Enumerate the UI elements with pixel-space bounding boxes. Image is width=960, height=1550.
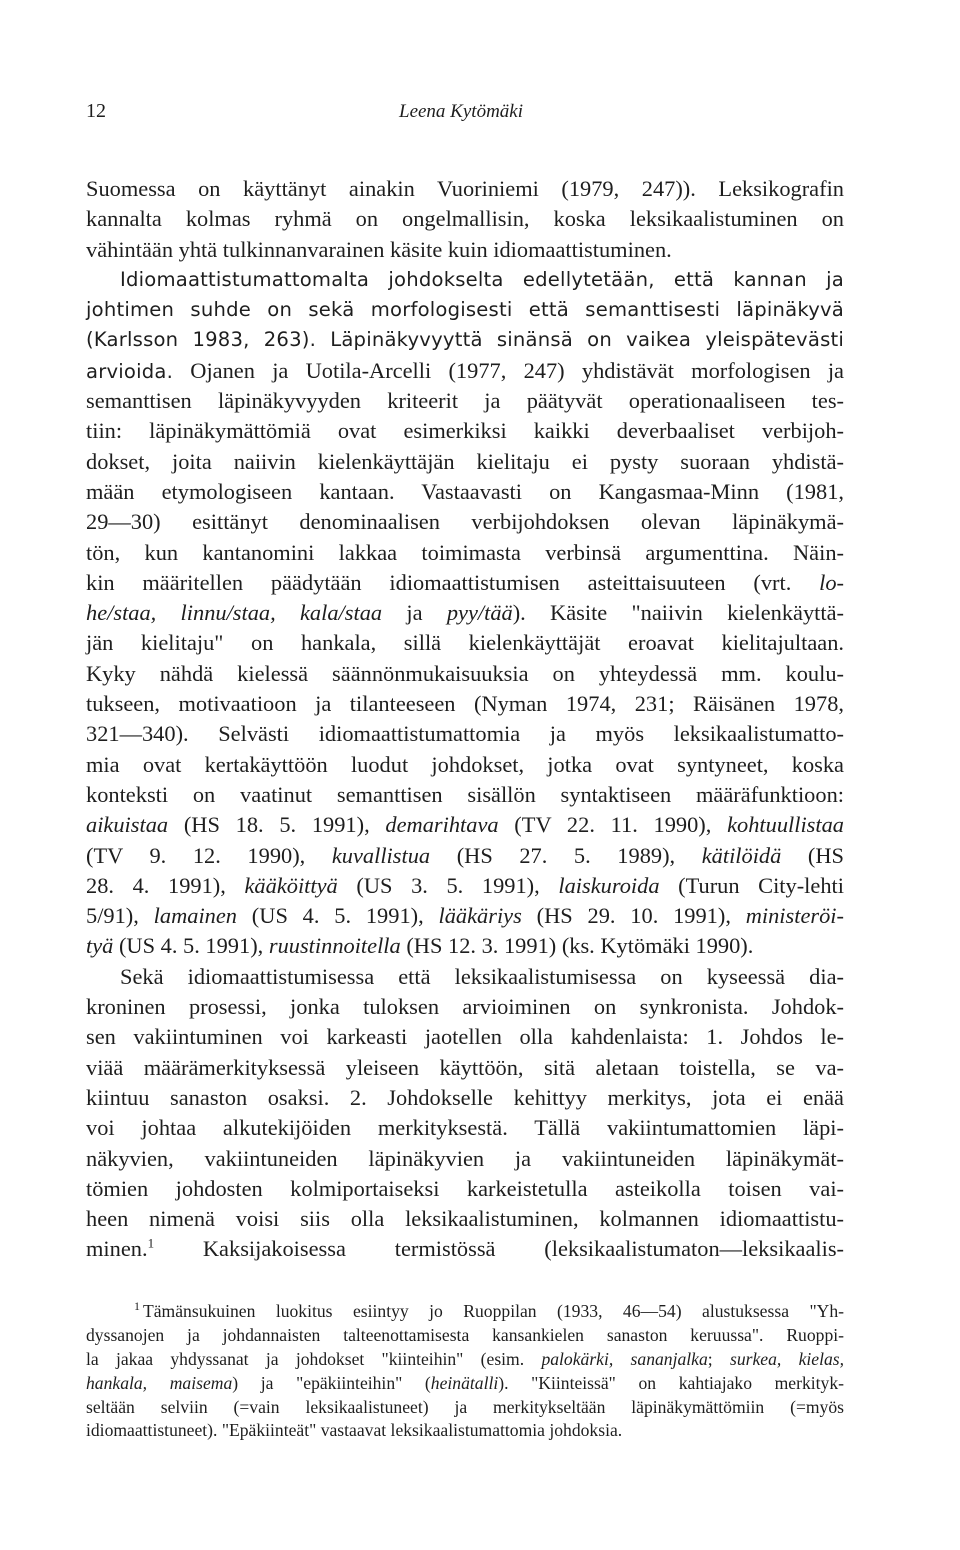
footnote-line: seltään selviin (=vain leksikaalistuneet) ja merkitykseltään läpinäkymättömiin (=myös [86, 1396, 844, 1417]
text-line: Sekä idiomaattistumisessa että leksikaalistumisessa on kyseessä dia- [120, 963, 844, 989]
italic-term: surkea, kielas, [729, 1348, 844, 1369]
text-run: ). "Kiinteissä" on kahtiajako merkityk- [498, 1372, 844, 1393]
footnote-line [86, 1300, 844, 1324]
italic-term: ruustinnoitella [268, 933, 401, 959]
text-line: semanttisen läpinäkyvyyden kriteerit ja päätyvät operationaaliseen tes- [86, 388, 844, 414]
text-line [86, 931, 844, 961]
text-line: tiin: läpinäkymättömiä ovat esimerkiksi kaikki deverbaaliset verbijoh- [86, 418, 844, 444]
text-line: mään etymologiseen kantaan. Vastaavasti on Kangasmaa-Minn (1981, [86, 478, 844, 504]
text-line: kiintuu sanaston osaksi. 2. Johdokselle kehittyy merkitys, jota ei enää [86, 1084, 844, 1110]
text-line [86, 901, 844, 931]
text-run: (HS 29. 10. 1991), [521, 903, 746, 929]
text-run: (TV 9. 12. 1990), [86, 842, 332, 868]
text-run: Tämänsukuinen luokitus esiintyy jo Ruoppilan (1933, 46—54) alustuksessa "Yh- [143, 1301, 844, 1321]
text-line: jän kielitaju" on hankala, sillä kielenkäyttäjät eroavat kielitajultaan. [86, 630, 844, 656]
text-run: (US 4. 5. 1991), [113, 933, 269, 959]
footnote-mark: 1 [134, 1299, 140, 1314]
italic-term: lo- [819, 569, 844, 595]
text-run: (HS 18. 5. 1991), [168, 812, 386, 838]
text-run: (TV 22. 11. 1990), [498, 812, 728, 838]
text-line [86, 568, 844, 598]
running-head-author: Leena Kytömäki [399, 101, 524, 122]
text-run: kin määritellen päädytään idiomaattistumisen asteittaisuuteen (vrt. [86, 569, 792, 595]
footnote-line [86, 1348, 844, 1372]
footnote-line [86, 1372, 844, 1396]
text-line: Kyky nähdä kielessä säännönmukaisuuksia on yhteydessä mm. koulu- [86, 660, 844, 686]
italic-term: pyy/tää [446, 600, 513, 626]
page-number: 12 [86, 100, 106, 122]
text-line: dokset, joita naiivin kielenkäyttäjän kielitaju ei pysty suoraan yhdistä- [86, 448, 844, 474]
text-run: (HS 12. 3. 1991) (ks. Kytömäki 1990). [400, 933, 754, 959]
text-run: (US 4. 5. 1991), [237, 903, 439, 929]
italic-term: ministeröi- [745, 903, 844, 929]
text-line: sen vakiintuminen voi karkeasti jaotellen olla kahdenlaista: 1. Johdos le- [86, 1024, 844, 1050]
text-line: Suomessa on käyttänyt ainakin Vuoriniemi (1979, 247)). Leksikografin [86, 176, 844, 201]
text-line: kannalta kolmas ryhmä on ongelmallisin, koska leksikaalistuminen on [86, 206, 844, 232]
italic-term: kuvallistua [331, 842, 431, 868]
text-run: Kaksijakoisessa termistössä (leksikaalistumaton—leksikaalis- [154, 1236, 844, 1262]
text-line: konteksti on vaatinut semanttisen sisällön syntaktiseen määräfunktioon: [86, 781, 844, 807]
footnote-line: idiomaattistuneet). "Epäkiinteät" vastaavat leksikaalistumattomia johdoksia. [86, 1420, 623, 1441]
page [86, 0, 844, 1550]
italic-term: kohtuullistaa [727, 812, 845, 838]
italic-term: hankala, maisema [86, 1372, 233, 1393]
text-line [86, 356, 844, 386]
text-run: ja [382, 600, 447, 626]
text-line: tön, kun kantanomini lakkaa toimimasta verbinsä argumenttina. Näin- [86, 539, 844, 565]
text-line: johtimen suhde on sekä morfologisesti että semanttisesti läpinäkyvä [86, 298, 844, 322]
text-line [86, 810, 844, 840]
text-line: näkyvien, vakiintuneiden läpinäkyvien ja vakiintuneiden läpinäkymät- [86, 1145, 844, 1171]
italic-term: tyä [86, 933, 114, 959]
text-run: minen. [86, 1236, 148, 1262]
italic-term: lääkäriys [438, 903, 522, 929]
text-line: Idiomaattistumattomalta johdokselta edellytetään, että kannan ja [120, 267, 844, 291]
text-line: tukseen, motivaatioon ja tilanteeseen (Nyman 1974, 231; Räisänen 1978, [86, 691, 844, 717]
text-line: voi johtaa alkutekijöiden merkityksestä. Tällä vakiintumattomien läpi- [86, 1115, 844, 1141]
text-run: (HS [781, 842, 844, 868]
text-line: mia ovat kertakäyttöön luodut johdokset, jotka ovat syntyneet, koska [86, 751, 844, 777]
text-line: vähintään yhtä tulkinnanvarainen käsite kuin idiomaattistuminen. [86, 236, 672, 262]
body-text [86, 174, 844, 1265]
text-line: (Karlsson 1983, 263). Läpinäkyvyyttä sinänsä on vaikea yleispätevästi [86, 328, 844, 352]
text-run: Ojanen ja Uotila-Arcelli (1977, 247) yhdistävät morfologisen ja [173, 357, 844, 383]
text-run: ). Käsite "naiivin kielenkäyttä- [512, 600, 844, 626]
italic-term: aikuistaa [86, 812, 169, 838]
text-run: (US 3. 5. 1991), [337, 872, 559, 898]
italic-term: kääköittyä [244, 872, 338, 898]
text-run: 28. 4. 1991), [86, 872, 245, 898]
running-head [86, 100, 844, 132]
text-run: ; [707, 1348, 730, 1369]
italic-term: kätilöidä [701, 842, 782, 868]
text-line [86, 598, 844, 628]
text-line: 321—340). Selvästi idiomaattistumattomia ja myös leksikaalistumatto- [86, 721, 844, 747]
text-line [86, 841, 844, 871]
text-run: (Turun City-lehti [659, 872, 844, 898]
italic-term: demarihtava [385, 812, 499, 838]
text-line: viää määrämerkityksessä yleiseen käyttöön, sitä aletaan toistella, se va- [86, 1054, 844, 1080]
footnote-line: dyssanojen ja johdannaisten talteenottamisesta kansankielen sanaston keruussa". Ruoppi- [86, 1324, 844, 1345]
italic-term: heinätalli [430, 1372, 499, 1393]
text-line: kroninen prosessi, jonka tuloksen arvioiminen on synkronista. Johdok- [86, 994, 844, 1020]
text-line [86, 871, 844, 901]
italic-term: lamainen [153, 903, 238, 929]
text-run: (HS 27. 5. 1989), [430, 842, 702, 868]
text-run: ) ja "epäkiinteihin" ( [232, 1372, 431, 1393]
text-line: heen nimenä voisi siis olla leksikaalistuminen, kolmannen idiomaattistu- [86, 1206, 844, 1232]
footnote [86, 1300, 844, 1443]
text-line: 29—30) esittänyt denominaalisen verbijohdoksen olevan läpinäkymä- [86, 509, 844, 535]
text-line [86, 1234, 844, 1264]
text-run: 5/91), [86, 903, 154, 929]
italic-term: he/staa, linnu/staa, kala/staa [86, 600, 383, 626]
footnote-reference[interactable]: 1 [147, 1235, 155, 1251]
text-run: arvioida. [86, 359, 174, 383]
italic-term: palokärki, sananjalka [541, 1348, 708, 1369]
text-line: tömien johdosten kolmiportaiseksi karkeistetulla asteikolla toisen vai- [86, 1175, 844, 1201]
italic-term: laiskuroida [558, 872, 660, 898]
text-run: la jakaa yhdyssanat ja johdokset "kiinteihin" (esim. [86, 1348, 542, 1369]
